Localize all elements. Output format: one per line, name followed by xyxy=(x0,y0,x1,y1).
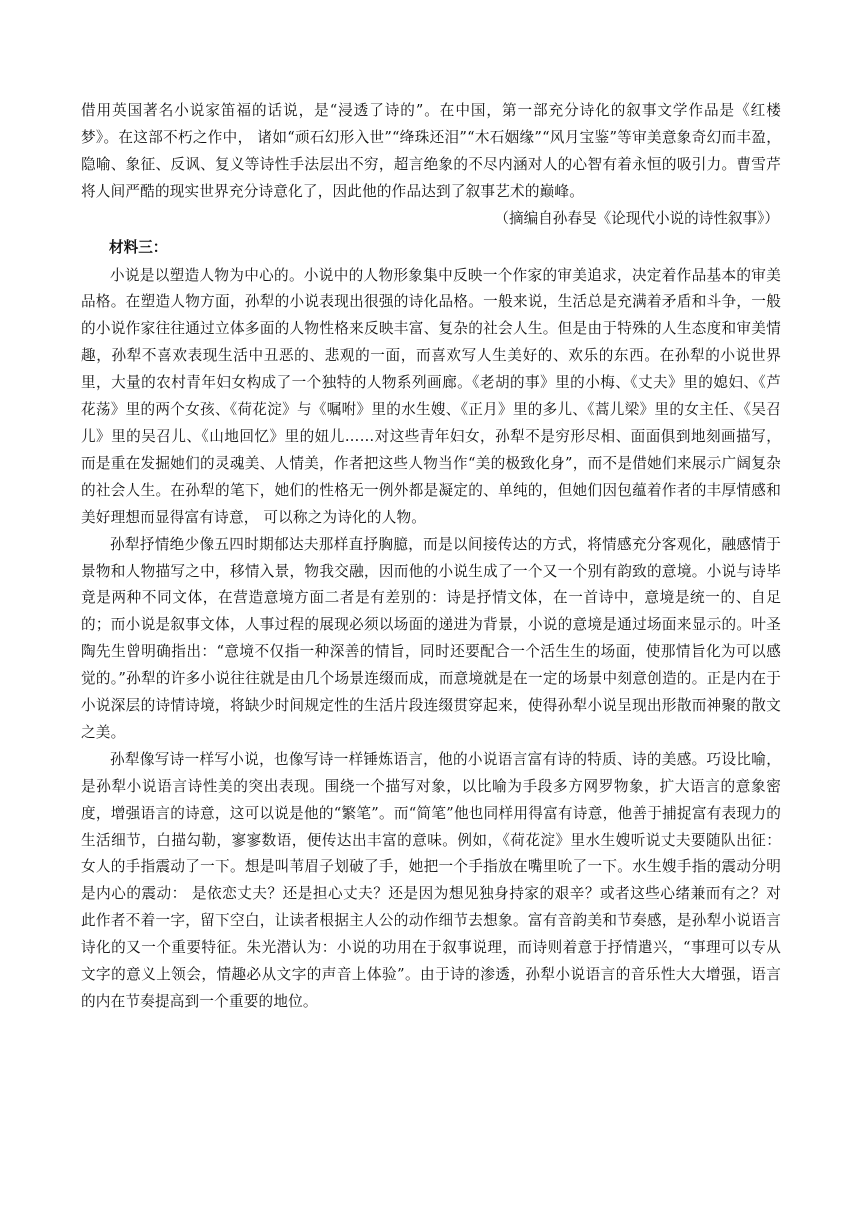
paragraph-language: 孙犁像写诗一样写小说，也像写诗一样锤炼语言，他的小说语言富有诗的特质、诗的美感。巧设比喻，是孙犁小说语言诗性美的突出表现。围绕一个描写对象，以比喻为手段多方网罗物象，扩大语言的意象密度，增强语言的诗意，这可以说是他的“繁笔”。而“简笔”他也同样用得富有诗意，他善于捕捉富有表现力的生活细节，白描勾勒，寥寥数语，便传达出丰富的意味。例如，《荷花淀》里水生嫂听说丈夫要随队出征：女人的手指震动了一下。想是叫苇眉子划破了手，她把一个手指放在嘴里吮了一下。水生嫂手指的震动分明是内心的震动： 是依恋丈夫？还是担心丈夫？还是因为想见独身持家的艰辛？或者这些心绪兼而有之？对此作者不着一字，留下空白，让读者根据主人公的动作细节去想象。富有音韵美和节奏感，是孙犁小说语言诗化的又一个重要特征。朱光潜认为：小说的功用在于叙事说理，而诗则着意于抒情遣兴，“事理可以专从文字的意义上领会，情趣必从文字的声音上体验”。由于诗的渗透，孙犁小说语言的音乐性大大增强，语言的内在节奏提高到一个重要的地位。 xyxy=(81,750,781,1010)
paragraph-honglou: 借用英国著名小说家笛福的话说，是“浸透了诗的”。在中国，第一部充分诗化的叙事文学作品是《红楼梦》。在这部不朽之作中， 诸如“顽石幻形入世”“绛珠还泪”“木石姻缘”“风月宝鉴”等审美意象奇幻而丰盈，隐喻、象征、反讽、复义等诗性手法层出不穷，超言绝象的不尽内涵对人的心智有着永恒的吸引力。曹雪芹将人间严酷的现实世界充分诗意化了，因此他的作品达到了叙事艺术的巅峰。 xyxy=(81,102,781,200)
source-citation: （摘编自孙春旻《论现代小说的诗性叙事》） xyxy=(494,209,779,227)
paragraph-characters: 小说是以塑造人物为中心的。小说中的人物形象集中反映一个作家的审美追求，决定着作品基本的审美品格。在塑造人物方面，孙犁的小说表现出很强的诗化品格。一般来说，生活总是充满着矛盾和斗争，一般的小说作家往往通过立体多面的人物性格来反映丰富、复杂的社会人生。但是由于特殊的人生态度和审美情趣，孙犁不喜欢表现生活中丑恶的、悲观的一面，而喜欢写人生美好的、欢乐的东西。在孙犁的小说世界里，大量的农村青年妇女构成了一个独特的人物系列画廊。《老胡的事》里的小梅、《丈夫》里的媳妇、《芦花荡》里的两个女孩、《荷花淀》与《嘱咐》里的水生嫂、《正月》里的多儿、《蒿儿梁》里的女主任、《吴召儿》里的吴召儿、《山地回忆》里的妞儿……对这些青年妇女，孙犁不是穷形尽相、面面俱到地刻画描写，而是重在发掘她们的灵魂美、人情美，作者把这些人物当作“美的极致化身”，而不是借她们来展示广阔复杂的社会人生。在孙犁的笔下，她们的性格无一例外都是凝定的、单纯的，但她们因包蕴着作者的丰厚情感和美好理想而显得富有诗意， 可以称之为诗化的人物。 xyxy=(81,266,781,526)
section-heading-material-three: 材料三： xyxy=(109,238,168,256)
paragraph-artistic-conception: 孙犁抒情绝少像五四时期郁达夫那样直抒胸臆，而是以间接传达的方式，将情感充分客观化，融感情于景物和人物描写之中，移情入景，物我交融，因而他的小说生成了一个又一个别有韵致的意境。小说与诗毕竟是两种不同文体，在营造意境方面二者是有差别的：诗是抒情文体，在一首诗中，意境是统一的、自足的；而小说是叙事文体，人事过程的展现必须以场面的递进为背景，小说的意境是通过场面来显示的。叶圣陶先生曾明确指出：“意境不仅指一种深善的情旨，同时还要配合一个活生生的场面，使那情旨化为可以感觉的。”孙犁的许多小说往往就是由几个场景连缀而成，而意境就是在一定的场景中刻意创造的。正是内在于小说深层的诗情诗境，将缺少时间规定性的生活片段连缀贯穿起来，使得孙犁小说呈现出形散而神聚的散文之美。 xyxy=(81,535,781,741)
document-page xyxy=(81,98,781,1016)
